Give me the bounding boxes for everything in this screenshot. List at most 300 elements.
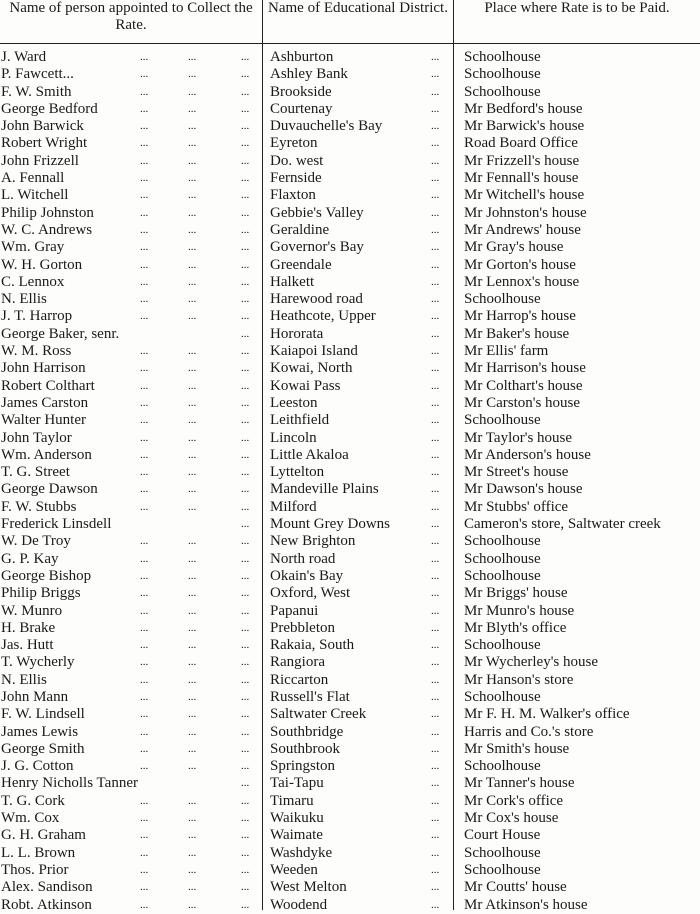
leader-dots: ... xyxy=(241,863,250,876)
collector-name: J. Ward xyxy=(1,49,47,65)
leader-dots: ... xyxy=(241,794,250,807)
table-row xyxy=(0,170,700,187)
leader-dots: ... xyxy=(241,154,250,167)
table-row xyxy=(0,481,700,498)
collector-name: George Baker, senr. xyxy=(1,325,120,342)
payment-place: Mr Dawson's house xyxy=(464,481,583,498)
district-name: Rangiora xyxy=(270,654,325,671)
leader-dots: ... xyxy=(241,760,250,773)
leader-dots: ... xyxy=(241,639,250,652)
leader-dots: ... xyxy=(188,68,197,81)
collector-name: W. De Troy xyxy=(1,533,71,550)
payment-place: Mr Smith's house xyxy=(464,740,570,757)
leader-dots: ... xyxy=(140,760,149,773)
leader-dots: ... xyxy=(431,604,440,617)
table-row xyxy=(0,118,700,135)
district-name: Do. west xyxy=(270,152,324,169)
payment-place: Schoolhouse xyxy=(464,861,541,878)
leader-dots: ... xyxy=(140,898,149,911)
leader-dots: ... xyxy=(431,863,440,876)
payment-place: Schoolhouse xyxy=(464,550,541,567)
table-row xyxy=(0,585,700,602)
table-row xyxy=(0,205,700,222)
leader-dots: ... xyxy=(140,137,149,150)
payment-place: Schoolhouse xyxy=(464,844,541,861)
leader-dots: ... xyxy=(431,345,440,358)
payment-place: Mr Gorton's house xyxy=(464,256,576,273)
leader-dots: ... xyxy=(188,431,197,444)
leader-dots: ... xyxy=(188,708,197,721)
leader-dots: ... xyxy=(241,777,250,790)
collector-name: L. Witchell xyxy=(1,187,69,204)
table-row xyxy=(0,378,700,395)
payment-place: Mr Atkinson's house xyxy=(464,896,588,913)
district-name: West Melton xyxy=(270,879,347,896)
leader-dots: ... xyxy=(431,206,440,219)
leader-dots: ... xyxy=(431,708,440,721)
payment-place: Mr Munro's house xyxy=(464,602,575,619)
leader-dots: ... xyxy=(431,829,440,842)
payment-place: Mr Harrop's house xyxy=(464,308,576,325)
leader-dots: ... xyxy=(431,223,440,236)
leader-dots: ... xyxy=(140,68,149,81)
collector-name: T. G. Cork xyxy=(1,792,65,809)
district-name: Ashburton xyxy=(270,49,334,65)
leader-dots: ... xyxy=(188,760,197,773)
leader-dots: ... xyxy=(241,604,250,617)
leader-dots: ... xyxy=(431,483,440,496)
collector-name: Wm. Anderson xyxy=(1,446,92,463)
district-name: Washdyke xyxy=(270,844,333,861)
table-row xyxy=(0,101,700,118)
table-row xyxy=(0,689,700,706)
district-name: Greendale xyxy=(270,256,332,273)
collector-name: John Taylor xyxy=(1,429,72,446)
table-row xyxy=(0,741,700,758)
header-collector: Name of person appointed to Collect the Rate. xyxy=(9,0,253,33)
table-row xyxy=(0,395,700,412)
leader-dots: ... xyxy=(188,500,197,513)
leader-dots: ... xyxy=(188,812,197,825)
leader-dots: ... xyxy=(241,656,250,669)
table-row xyxy=(0,568,700,585)
payment-place: Mr Wycherley's house xyxy=(464,654,598,671)
district-name: Tai-Tapu xyxy=(270,775,324,792)
payment-place: Mr Coutts' house xyxy=(464,879,567,896)
leader-dots: ... xyxy=(431,639,440,652)
table-row xyxy=(0,135,700,152)
payment-place: Harris and Co.'s store xyxy=(464,723,594,740)
payment-place: Mr Lennox's house xyxy=(464,273,580,290)
leader-dots: ... xyxy=(140,569,149,582)
payment-place: Mr Harrison's house xyxy=(464,360,586,377)
leader-dots: ... xyxy=(188,223,197,236)
collector-name: C. Lennox xyxy=(1,273,65,290)
district-name: Leithfield xyxy=(270,412,330,429)
leader-dots: ... xyxy=(188,569,197,582)
collector-name: Jas. Hutt xyxy=(1,637,54,654)
leader-dots: ... xyxy=(188,898,197,911)
collector-name: G. P. Kay xyxy=(1,550,59,567)
leader-dots: ... xyxy=(431,68,440,81)
district-name: Fernside xyxy=(270,170,322,187)
district-name: Kowai, North xyxy=(270,360,353,377)
leader-dots: ... xyxy=(241,258,250,271)
table-row xyxy=(0,499,700,516)
leader-dots: ... xyxy=(431,569,440,582)
leader-dots: ... xyxy=(188,51,197,63)
district-name: Governor's Bay xyxy=(270,239,364,256)
leader-dots: ... xyxy=(140,275,149,288)
leader-dots: ... xyxy=(140,414,149,427)
table-row xyxy=(0,775,700,792)
leader-dots: ... xyxy=(140,846,149,859)
leader-dots: ... xyxy=(188,102,197,115)
collector-name: H. Brake xyxy=(1,619,56,636)
leader-dots: ... xyxy=(140,258,149,271)
leader-dots: ... xyxy=(188,241,197,254)
leader-dots: ... xyxy=(431,448,440,461)
table-row xyxy=(0,724,700,741)
leader-dots: ... xyxy=(431,102,440,115)
collector-name: W. Munro xyxy=(1,602,63,619)
collector-name: Philip Briggs xyxy=(1,585,81,602)
collector-name: John Harrison xyxy=(1,360,86,377)
leader-dots: ... xyxy=(241,85,250,98)
table-row xyxy=(0,239,700,256)
payment-place: Mr Baker's house xyxy=(464,325,570,342)
payment-place: Mr Andrews' house xyxy=(464,221,581,238)
table-row xyxy=(0,845,700,862)
collector-name: W. C. Andrews xyxy=(1,221,93,238)
payment-place: Schoolhouse xyxy=(464,567,541,584)
district-name: Harewood road xyxy=(270,291,363,308)
table-row xyxy=(0,66,700,83)
leader-dots: ... xyxy=(188,656,197,669)
payment-place: Mr Bedford's house xyxy=(464,100,583,117)
table-row xyxy=(0,827,700,844)
payment-place: Mr F. H. M. Walker's office xyxy=(464,706,630,723)
leader-dots: ... xyxy=(140,690,149,703)
leader-dots: ... xyxy=(140,881,149,894)
leader-dots: ... xyxy=(431,881,440,894)
table-row xyxy=(0,603,700,620)
leader-dots: ... xyxy=(140,448,149,461)
collector-name: F. W. Stubbs xyxy=(1,498,77,515)
leader-dots: ... xyxy=(188,258,197,271)
leader-dots: ... xyxy=(241,587,250,600)
leader-dots: ... xyxy=(188,587,197,600)
district-name: Mount Grey Downs xyxy=(270,516,390,533)
leader-dots: ... xyxy=(241,137,250,150)
payment-place: Schoolhouse xyxy=(464,66,541,83)
leader-dots: ... xyxy=(431,777,440,790)
leader-dots: ... xyxy=(188,673,197,686)
table-row xyxy=(0,257,700,274)
payment-place: Mr Stubbs' office xyxy=(464,498,569,515)
leader-dots: ... xyxy=(241,535,250,548)
leader-dots: ... xyxy=(431,120,440,133)
leader-dots: ... xyxy=(241,483,250,496)
leader-dots: ... xyxy=(431,172,440,185)
payment-place: Schoolhouse xyxy=(464,758,541,775)
leader-dots: ... xyxy=(241,102,250,115)
payment-place: Mr Johnston's house xyxy=(464,204,587,221)
table-row xyxy=(0,326,700,343)
payment-place: Mr Colthart's house xyxy=(464,377,583,394)
district-name: Papanui xyxy=(270,602,319,619)
collector-name: George Smith xyxy=(1,740,85,757)
collector-name: P. Fawcett... xyxy=(1,66,74,83)
table-row xyxy=(0,533,700,550)
district-name: Lincoln xyxy=(270,429,317,446)
payment-place: Mr Gray's house xyxy=(464,239,564,256)
district-name: Brookside xyxy=(270,83,332,100)
leader-dots: ... xyxy=(241,327,250,340)
table-row xyxy=(0,153,700,170)
leader-dots: ... xyxy=(241,552,250,565)
payment-place: Mr Cox's house xyxy=(464,810,559,827)
leader-dots: ... xyxy=(140,725,149,738)
leader-dots: ... xyxy=(431,656,440,669)
collector-name: N. Ellis xyxy=(1,671,47,688)
leader-dots: ... xyxy=(140,639,149,652)
leader-dots: ... xyxy=(431,241,440,254)
leader-dots: ... xyxy=(188,690,197,703)
leader-dots: ... xyxy=(140,673,149,686)
leader-dots: ... xyxy=(431,396,440,409)
leader-dots: ... xyxy=(140,206,149,219)
leader-dots: ... xyxy=(431,85,440,98)
leader-dots: ... xyxy=(188,483,197,496)
table-row xyxy=(0,430,700,447)
table-row xyxy=(0,862,700,879)
collector-name: W. M. Ross xyxy=(1,343,72,360)
payment-place: Mr Taylor's house xyxy=(464,429,573,446)
leader-dots: ... xyxy=(431,673,440,686)
district-name: North road xyxy=(270,550,336,567)
leader-dots: ... xyxy=(140,362,149,375)
leader-dots: ... xyxy=(188,206,197,219)
table-row xyxy=(0,308,700,325)
district-name: Prebbleton xyxy=(270,619,335,636)
collector-name: Robert Colthart xyxy=(1,377,95,394)
leader-dots: ... xyxy=(188,414,197,427)
leader-dots: ... xyxy=(241,68,250,81)
leader-dots: ... xyxy=(188,466,197,479)
leader-dots: ... xyxy=(140,345,149,358)
leader-dots: ... xyxy=(241,379,250,392)
collector-name: Wm. Gray xyxy=(1,239,65,256)
district-name: Halkett xyxy=(270,273,315,290)
leader-dots: ... xyxy=(241,293,250,306)
district-name: Ashley Bank xyxy=(270,66,348,83)
leader-dots: ... xyxy=(431,500,440,513)
leader-dots: ... xyxy=(431,51,440,63)
leader-dots: ... xyxy=(241,466,250,479)
leader-dots: ... xyxy=(188,362,197,375)
leader-dots: ... xyxy=(431,742,440,755)
table-row xyxy=(0,447,700,464)
header-rule xyxy=(0,43,700,44)
leader-dots: ... xyxy=(188,621,197,634)
leader-dots: ... xyxy=(140,708,149,721)
leader-dots: ... xyxy=(431,466,440,479)
leader-dots: ... xyxy=(188,154,197,167)
collector-name: George Dawson xyxy=(1,481,98,498)
district-name: Oxford, West xyxy=(270,585,351,602)
district-name: Woodend xyxy=(270,896,328,913)
collector-name: T. Wycherly xyxy=(1,654,75,671)
collector-name: W. H. Gorton xyxy=(1,256,83,273)
leader-dots: ... xyxy=(140,466,149,479)
leader-dots: ... xyxy=(140,431,149,444)
district-name: Waikuku xyxy=(270,810,324,827)
district-name: Southbridge xyxy=(270,723,344,740)
leader-dots: ... xyxy=(140,293,149,306)
collector-name: Alex. Sandison xyxy=(1,879,93,896)
payment-place: Schoolhouse xyxy=(464,291,541,308)
district-name: Mandeville Plains xyxy=(270,481,379,498)
collector-name: John Mann xyxy=(1,688,69,705)
payment-place: Schoolhouse xyxy=(464,637,541,654)
leader-dots: ... xyxy=(140,500,149,513)
leader-dots: ... xyxy=(140,189,149,202)
leader-dots: ... xyxy=(431,552,440,565)
table-row xyxy=(0,343,700,360)
leader-dots: ... xyxy=(241,448,250,461)
leader-dots: ... xyxy=(431,414,440,427)
district-name: Gebbie's Valley xyxy=(270,204,364,221)
payment-place: Schoolhouse xyxy=(464,83,541,100)
leader-dots: ... xyxy=(140,85,149,98)
district-name: Courtenay xyxy=(270,100,333,117)
leader-dots: ... xyxy=(140,379,149,392)
leader-dots: ... xyxy=(241,345,250,358)
leader-dots: ... xyxy=(241,673,250,686)
leader-dots: ... xyxy=(241,172,250,185)
leader-dots: ... xyxy=(431,327,440,340)
collector-name: James Carston xyxy=(1,394,89,411)
leader-dots: ... xyxy=(140,863,149,876)
leader-dots: ... xyxy=(431,362,440,375)
leader-dots: ... xyxy=(241,621,250,634)
leader-dots: ... xyxy=(140,794,149,807)
leader-dots: ... xyxy=(431,310,440,323)
leader-dots: ... xyxy=(241,310,250,323)
collector-name: Thos. Prior xyxy=(1,861,69,878)
leader-dots: ... xyxy=(241,846,250,859)
leader-dots: ... xyxy=(188,310,197,323)
payment-place: Mr Cork's office xyxy=(464,792,564,809)
header-district: Name of Educational District. xyxy=(268,0,448,16)
leader-dots: ... xyxy=(188,794,197,807)
district-name: Duvauchelle's Bay xyxy=(270,118,383,135)
collector-name: Walter Hunter xyxy=(1,412,87,429)
payment-place: Mr Barwick's house xyxy=(464,118,585,135)
table-row xyxy=(0,360,700,377)
leader-dots: ... xyxy=(241,690,250,703)
header-place: Place where Rate is to be Paid. xyxy=(484,0,670,16)
leader-dots: ... xyxy=(431,587,440,600)
leader-dots: ... xyxy=(241,500,250,513)
leader-dots: ... xyxy=(188,275,197,288)
table-row xyxy=(0,654,700,671)
leader-dots: ... xyxy=(188,881,197,894)
leader-dots: ... xyxy=(188,396,197,409)
payment-place: Mr Carston's house xyxy=(464,394,581,411)
payment-place: Mr Street's house xyxy=(464,464,569,481)
payment-place: Schoolhouse xyxy=(464,533,541,550)
table-row xyxy=(0,672,700,689)
collector-name: N. Ellis xyxy=(1,291,47,308)
table-row xyxy=(0,758,700,775)
leader-dots: ... xyxy=(241,120,250,133)
payment-place: Schoolhouse xyxy=(464,688,541,705)
district-name: New Brighton xyxy=(270,533,356,550)
table-row xyxy=(0,551,700,568)
leader-dots: ... xyxy=(241,431,250,444)
leader-dots: ... xyxy=(241,396,250,409)
collector-name: Frederick Linsdell xyxy=(1,516,112,533)
table-row xyxy=(0,49,700,66)
leader-dots: ... xyxy=(241,241,250,254)
leader-dots: ... xyxy=(140,829,149,842)
district-name: Lyttelton xyxy=(270,464,325,481)
leader-dots: ... xyxy=(140,154,149,167)
table-row xyxy=(0,84,700,101)
payment-place: Mr Briggs' house xyxy=(464,585,568,602)
leader-dots: ... xyxy=(241,742,250,755)
payment-place: Schoolhouse xyxy=(464,49,541,65)
payment-place: Mr Ellis' farm xyxy=(464,343,549,360)
leader-dots: ... xyxy=(140,656,149,669)
leader-dots: ... xyxy=(241,829,250,842)
leader-dots: ... xyxy=(431,275,440,288)
leader-dots: ... xyxy=(431,379,440,392)
leader-dots: ... xyxy=(140,604,149,617)
collector-name: Henry Nicholls Tanner xyxy=(1,775,138,792)
table-row xyxy=(0,897,700,914)
leader-dots: ... xyxy=(188,293,197,306)
payment-place: Schoolhouse xyxy=(464,412,541,429)
leader-dots: ... xyxy=(241,569,250,582)
leader-dots: ... xyxy=(241,414,250,427)
leader-dots: ... xyxy=(241,708,250,721)
collector-name: G. H. Graham xyxy=(1,827,86,844)
table-row xyxy=(0,222,700,239)
collector-name: Wm. Cox xyxy=(1,810,60,827)
district-name: Waimate xyxy=(270,827,323,844)
collector-name: John Frizzell xyxy=(1,152,79,169)
payment-place: Mr Anderson's house xyxy=(464,446,591,463)
payment-place: Mr Fennall's house xyxy=(464,170,579,187)
leader-dots: ... xyxy=(188,189,197,202)
leader-dots: ... xyxy=(241,518,250,531)
collector-name: F. W. Smith xyxy=(1,83,72,100)
leader-dots: ... xyxy=(431,846,440,859)
district-name: Riccarton xyxy=(270,671,329,688)
district-name: Timaru xyxy=(270,792,314,809)
payment-place: Mr Blyth's office xyxy=(464,619,567,636)
leader-dots: ... xyxy=(140,812,149,825)
district-name: Russell's Flat xyxy=(270,688,350,705)
table-row xyxy=(0,187,700,204)
table-row xyxy=(0,464,700,481)
leader-dots: ... xyxy=(241,812,250,825)
district-name: Kaiapoi Island xyxy=(270,343,358,360)
leader-dots: ... xyxy=(431,898,440,911)
